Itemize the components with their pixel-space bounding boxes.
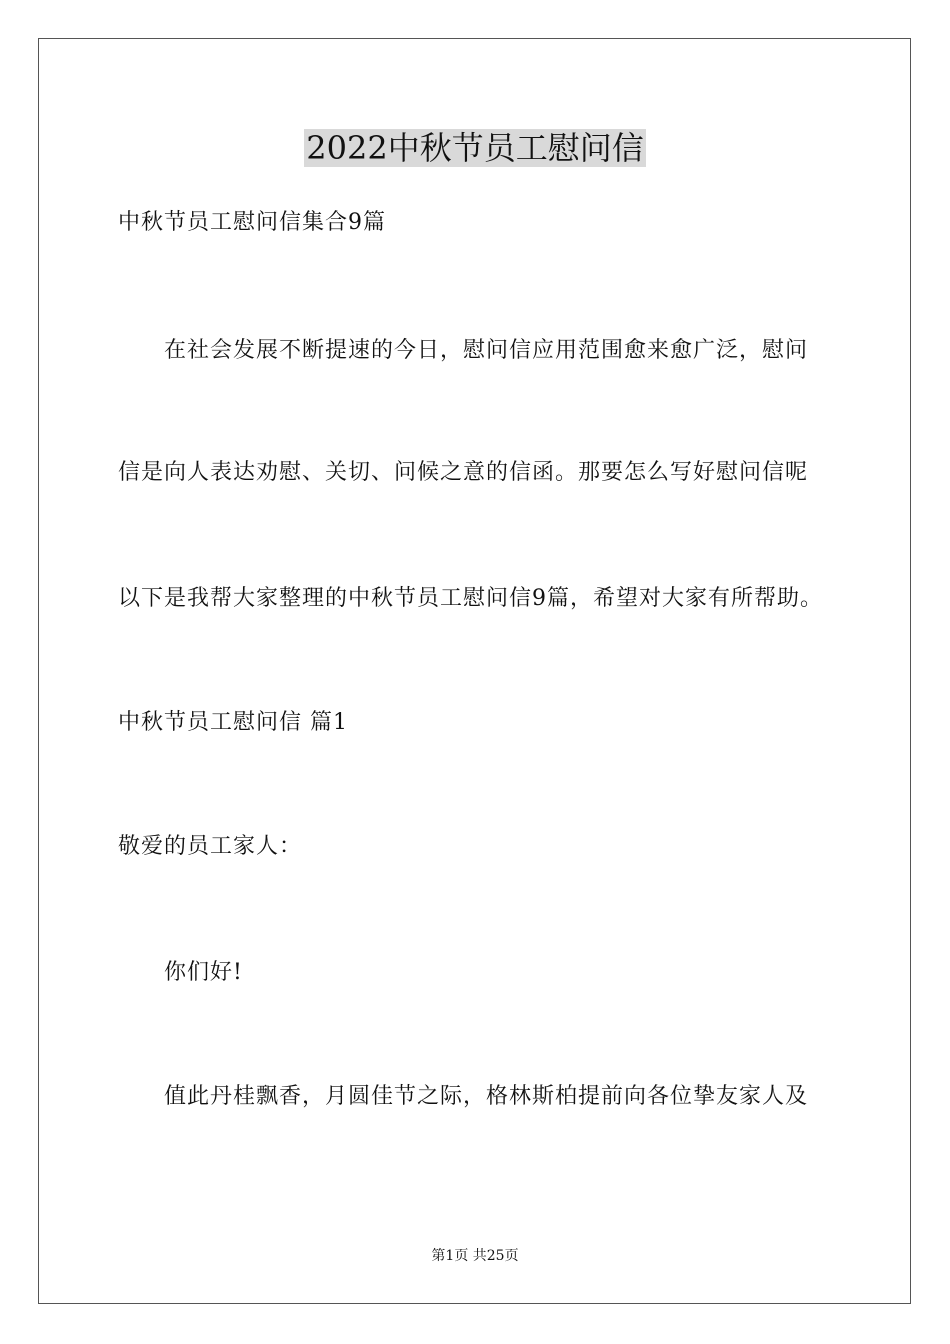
body-paragraph-start: 值此丹桂飘香，月圆佳节之际，格林斯柏提前向各位挚友家人及 xyxy=(164,1084,809,1109)
paragraph-line-2: 信是向人表达劝慰、关切、问候之意的信函。那要怎么写好慰问信呢 xyxy=(118,460,809,485)
paragraph-line-1: 在社会发展不断提速的今日，慰问信应用范围愈来愈广泛，慰问 xyxy=(164,338,809,363)
title-text: 2022中秋节员工慰问信 xyxy=(306,129,644,167)
greeting: 你们好! xyxy=(164,960,243,985)
document-title xyxy=(0,124,950,172)
paragraph-line-3: 以下是我帮大家整理的中秋节员工慰问信9篇，希望对大家有所帮助。 xyxy=(118,586,823,611)
salutation: 敬爱的员工家人： xyxy=(118,834,303,859)
page-number-footer: 第1页 共25页 xyxy=(431,1248,519,1264)
document-subtitle: 中秋节员工慰问信集合9篇 xyxy=(118,210,386,235)
section-heading: 中秋节员工慰问信 篇1 xyxy=(118,710,348,735)
